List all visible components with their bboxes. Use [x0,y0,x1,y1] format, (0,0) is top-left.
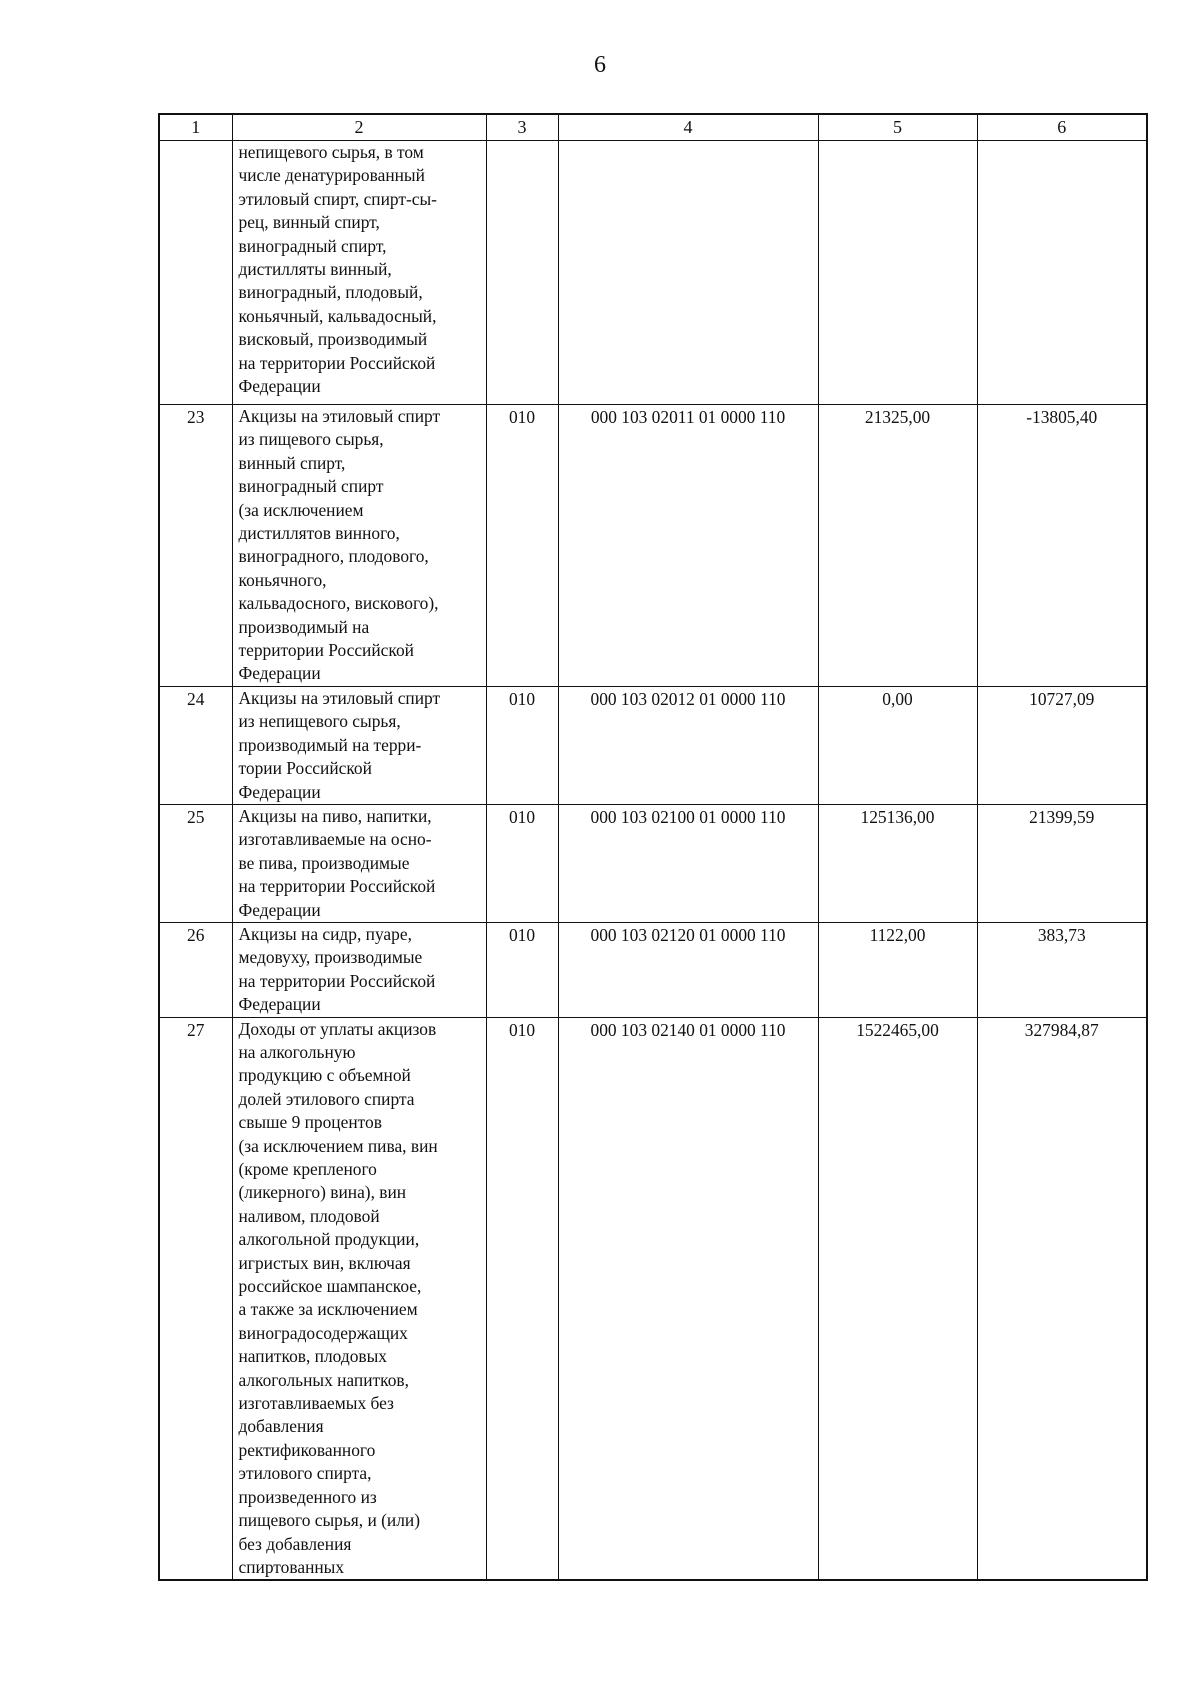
indicator-name-line: территории Российской [238,640,414,661]
indicator-name-line: числе денатурированный [238,165,425,186]
budget-classification-code-cell: 000 103 02140 01 0000 110 [558,1017,818,1580]
indicator-name-line: на территории Российской [238,970,436,991]
indicator-name-cell [232,804,486,922]
table-row [159,686,1147,804]
line-code-cell: 010 [486,686,558,804]
indicator-name-line: алкогольной продукции, [238,1229,420,1250]
column-header-3: 3 [486,114,558,141]
row-number-cell: 23 [159,405,232,687]
approved-amount-cell: 0,00 [818,686,977,804]
indicator-name-line: (за исключением [238,499,364,520]
approved-amount-cell: 1122,00 [818,922,977,1017]
budget-classification-code-cell [558,141,818,405]
indicator-name-line: Акцизы на пиво, напитки, [238,805,432,826]
indicator-name-line: спиртованных [238,1556,345,1577]
indicator-name-line: тории Российской [238,758,372,779]
budget-classification-code-cell: 000 103 02012 01 0000 110 [558,686,818,804]
table-row [159,1017,1147,1580]
indicator-name-line: добавления [238,1416,324,1437]
row-number-cell [159,141,232,405]
indicator-name-line: ректификованного [238,1439,376,1460]
approved-amount-cell: 1522465,00 [818,1017,977,1580]
indicator-name-line: Доходы от уплаты акцизов [238,1018,437,1039]
indicator-name-line: из пищевого сырья, [238,429,384,450]
excise-revenue-table [158,113,1148,1581]
approved-amount-cell: 21325,00 [818,405,977,687]
executed-amount-cell: 327984,87 [977,1017,1147,1580]
indicator-name-line: кальвадосного, вискового), [238,593,439,614]
indicator-name-line: на территории Российской [238,352,436,373]
line-code-cell: 010 [486,1017,558,1580]
indicator-name-cell [232,405,486,687]
indicator-name-line: Федерации [238,899,321,920]
indicator-name-line: винный спирт, [238,452,346,473]
indicator-name-line: производимый на терри- [238,734,422,755]
indicator-name-line: изготавливаемых без [238,1393,394,1414]
indicator-name-line: алкогольных напитков, [238,1369,409,1390]
indicator-name-line: наливом, плодовой [238,1205,380,1226]
indicator-name-line: произведенного из [238,1486,377,1507]
line-code-cell: 010 [486,405,558,687]
indicator-name-line: виноградный, плодовый, [238,282,423,303]
line-code-cell: 010 [486,922,558,1017]
indicator-name-line: виноградный спирт [238,476,384,497]
indicator-name-line: Акцизы на этиловый спирт [238,406,441,426]
indicator-name-line: изготавливаемые на осно- [238,829,432,850]
indicator-name-line: этиловый спирт, спирт-сы- [238,188,437,209]
budget-classification-code-cell: 000 103 02120 01 0000 110 [558,922,818,1017]
indicator-name-line: виноградного, плодового, [238,546,429,567]
indicator-name-line: игристых вин, включая [238,1252,411,1273]
row-number-cell: 24 [159,686,232,804]
indicator-name-line: виноградосодержащих [238,1322,408,1343]
indicator-name-line: Федерации [238,781,321,802]
indicator-name-line: рец, винный спирт, [238,212,380,233]
table-row [159,141,1147,405]
column-header-2: 2 [232,114,486,141]
approved-amount-cell: 125136,00 [818,804,977,922]
indicator-name-line: коньячного, [238,569,327,590]
approved-amount-cell [818,141,977,405]
row-number-cell: 26 [159,922,232,1017]
indicator-name-line: Федерации [238,663,321,684]
indicator-name-cell [232,922,486,1017]
indicator-name-line: висковый, производимый [238,329,428,350]
indicator-name-line: а также за исключением [238,1299,418,1320]
indicator-name-line: на алкогольную [238,1041,356,1062]
indicator-name-line: (за исключением пива, вин [238,1135,438,1156]
column-header-6: 6 [977,114,1147,141]
indicator-name-line: дистиллятов винного, [238,523,400,544]
indicator-name-line: Федерации [238,994,321,1015]
table-body [159,141,1147,1581]
row-number-cell: 25 [159,804,232,922]
line-code-cell [486,141,558,405]
indicator-name-line: (ликерного) вина), вин [238,1182,407,1203]
indicator-name-line: медовуху, производимые [238,947,423,968]
indicator-name-line: пищевого сырья, и (или) [238,1510,421,1531]
indicator-name-line: этилового спирта, [238,1463,372,1484]
indicator-name-line: Акцизы на этиловый спирт [238,687,441,708]
indicator-name-line: Акцизы на сидр, пуаре, [238,923,412,944]
line-code-cell: 010 [486,804,558,922]
indicator-name-line: российское шампанское, [238,1276,422,1297]
indicator-name-line: (кроме крепленого [238,1159,377,1179]
table-row [159,922,1147,1017]
indicator-name-line: на территории Российской [238,876,436,897]
page-number: 6 [594,52,606,78]
table-row [159,804,1147,922]
indicator-name-line: напитков, плодовых [238,1346,387,1367]
column-header-4: 4 [558,114,818,141]
indicator-name-line: производимый на [238,616,370,637]
indicator-name-line: без добавления [238,1533,352,1554]
indicator-name-cell [232,686,486,804]
executed-amount-cell: 10727,09 [977,686,1147,804]
indicator-name-line: дистилляты винный, [238,259,392,280]
table-row [159,405,1147,687]
budget-classification-code-cell: 000 103 02100 01 0000 110 [558,804,818,922]
indicator-name-cell [232,141,486,405]
column-number-row [159,114,1147,141]
indicator-name-line: непищевого сырья, в том [238,142,424,162]
indicator-name-line: виноградный спирт, [238,235,387,256]
indicator-name-line: коньячный, кальвадосный, [238,305,437,326]
executed-amount-cell: -13805,40 [977,405,1147,687]
column-header-1: 1 [159,114,232,141]
indicator-name-line: продукцию с объемной [238,1065,411,1086]
indicator-name-line: долей этилового спирта [238,1088,415,1109]
indicator-name-line: свыше 9 процентов [238,1112,382,1133]
row-number-cell: 27 [159,1017,232,1580]
budget-classification-code-cell: 000 103 02011 01 0000 110 [558,405,818,687]
indicator-name-line: из непищевого сырья, [238,711,401,732]
indicator-name-line: Федерации [238,376,321,397]
column-header-5: 5 [818,114,977,141]
executed-amount-cell: 21399,59 [977,804,1147,922]
indicator-name-line: ве пива, производимые [238,852,410,873]
indicator-name-cell [232,1017,486,1580]
executed-amount-cell [977,141,1147,405]
executed-amount-cell: 383,73 [977,922,1147,1017]
